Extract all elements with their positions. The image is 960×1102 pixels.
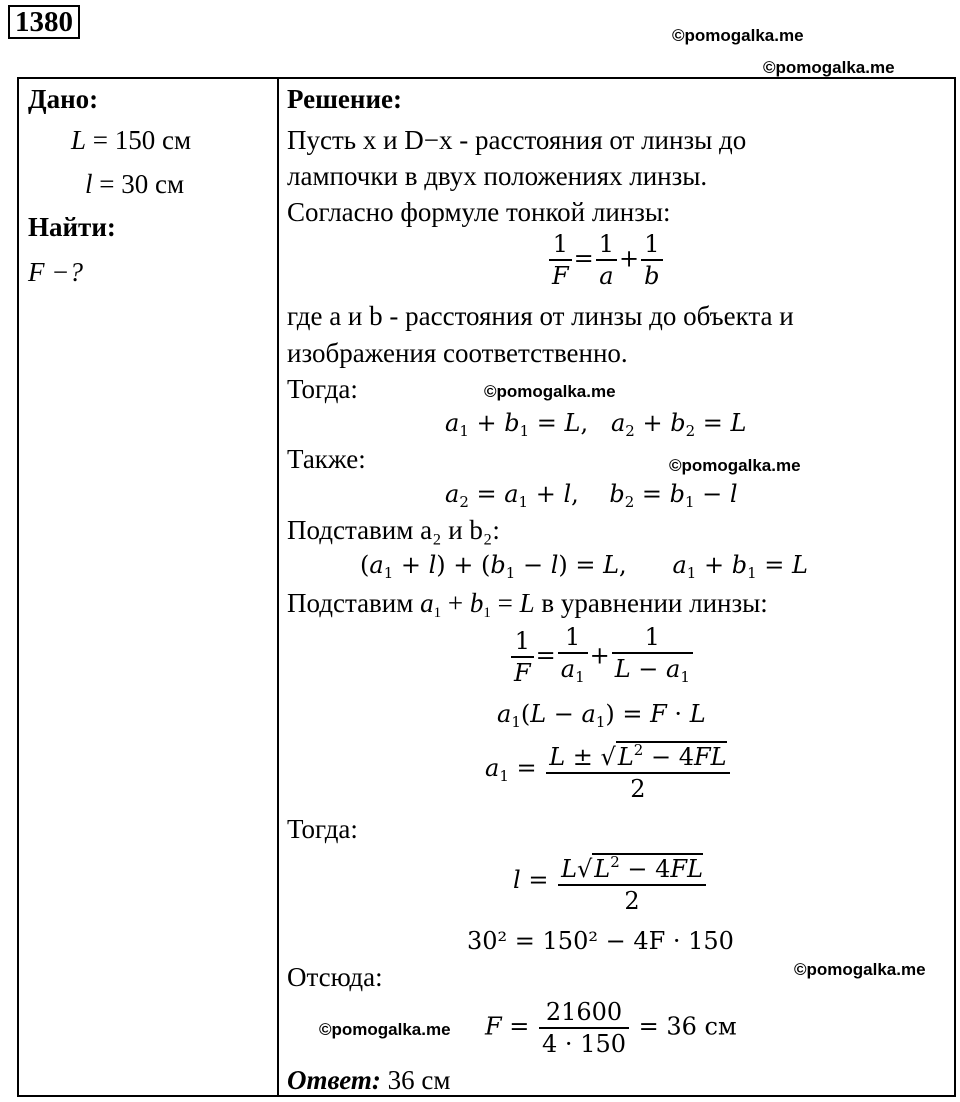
shift-equations: $a_2 = a_1 + l$, $b_2 = b_1 - l$ bbox=[445, 480, 738, 511]
given-heading: Дано: bbox=[28, 84, 99, 114]
column-divider bbox=[277, 79, 279, 1095]
solution-line: где a и b - расстояния от линзы до объекта и bbox=[287, 301, 794, 331]
substitute-label: Подставим a₂ и b₂: bbox=[287, 515, 500, 545]
frac-num: 1 bbox=[612, 622, 693, 654]
watermark: ©pomogalka.me bbox=[763, 58, 895, 77]
given-L: L = 150 см bbox=[71, 125, 192, 155]
solution-line: Согласно формуле тонкой линзы: bbox=[287, 197, 671, 227]
final-formula: F = $\frac{21600}{4 \cdot 150}$ = 36 см bbox=[485, 998, 737, 1058]
answer bbox=[287, 1064, 450, 1096]
lens-formula-substituted: $\frac{1}{F}$ = $\frac{1}{a_1}$ + $\frac{1}{L - a_1}$ bbox=[509, 622, 695, 692]
answer-label: Ответ: bbox=[287, 1065, 381, 1095]
substitute-into-lens: Подставим $a_1 + b_1 = L$ в уравнении линзы: bbox=[287, 588, 768, 621]
watermark: ©pomogalka.me bbox=[319, 1020, 451, 1039]
frac-num: 1 bbox=[558, 622, 588, 654]
quadratic-root: $a_1$ = $\frac{L \pm √L^2 - 4FL}{2}$ bbox=[485, 735, 732, 804]
substituted-equation: $(a_1 + l) + (b_1 - l) = L$, $a_1 + b_1 = L$ bbox=[360, 551, 808, 582]
given-L-value: 150 см bbox=[114, 125, 192, 155]
lens-formula: $\frac{1}{F}$ = $\frac{1}{a}$ + $\frac{1}{b}$ bbox=[547, 229, 665, 291]
frac-num: 1 bbox=[511, 626, 534, 658]
frac-num: 1 bbox=[596, 229, 617, 261]
solution-line: лампочки в двух положениях линзы. bbox=[287, 161, 708, 191]
substitute-prefix: Подставим bbox=[287, 588, 414, 618]
also-label: Также: bbox=[287, 444, 366, 474]
final-result: = 36 см bbox=[638, 1012, 737, 1041]
final-denominator: 4 · 150 bbox=[542, 1030, 626, 1058]
find-heading: Найти: bbox=[28, 212, 116, 242]
answer-value: 36 см bbox=[387, 1065, 451, 1095]
substitute-suffix: в уравнении линзы: bbox=[541, 588, 768, 618]
given-l: l = 30 см bbox=[85, 169, 185, 199]
solution-line: Пусть x и D−x - расстояния от линзы до bbox=[287, 125, 747, 155]
watermark: ©pomogalka.me bbox=[484, 382, 616, 401]
then-label: Тогда: bbox=[287, 374, 358, 404]
distance-formula: l = $\frac{L√L^2 - 4FL}{2}$ bbox=[513, 847, 708, 916]
given-l-value: 30 см bbox=[121, 169, 185, 199]
solution-line: изображения соответственно. bbox=[287, 338, 628, 368]
watermark: ©pomogalka.me bbox=[672, 26, 804, 45]
solution-heading: Решение: bbox=[287, 84, 402, 114]
then-label: Тогда: bbox=[287, 814, 358, 844]
watermark: ©pomogalka.me bbox=[794, 960, 926, 979]
problem-number: 1380 bbox=[8, 5, 80, 39]
watermark: ©pomogalka.me bbox=[669, 456, 801, 475]
hence-label: Отсюда: bbox=[287, 962, 383, 992]
frac-num: 1 bbox=[641, 229, 662, 261]
frac-num: 1 bbox=[549, 229, 572, 261]
solution-table bbox=[17, 77, 956, 1097]
final-numerator: 21600 bbox=[539, 997, 629, 1029]
quadratic-form: $a_1(L - a_1) = F \cdot L$ bbox=[497, 700, 706, 731]
sum-equations: $a_1 + b_1 = L$, $a_2 + b_2 = L$ bbox=[445, 409, 747, 440]
find-value: F −? bbox=[28, 257, 83, 287]
numeric-equation: 30² = 150² − 4F · 150 bbox=[467, 927, 734, 955]
